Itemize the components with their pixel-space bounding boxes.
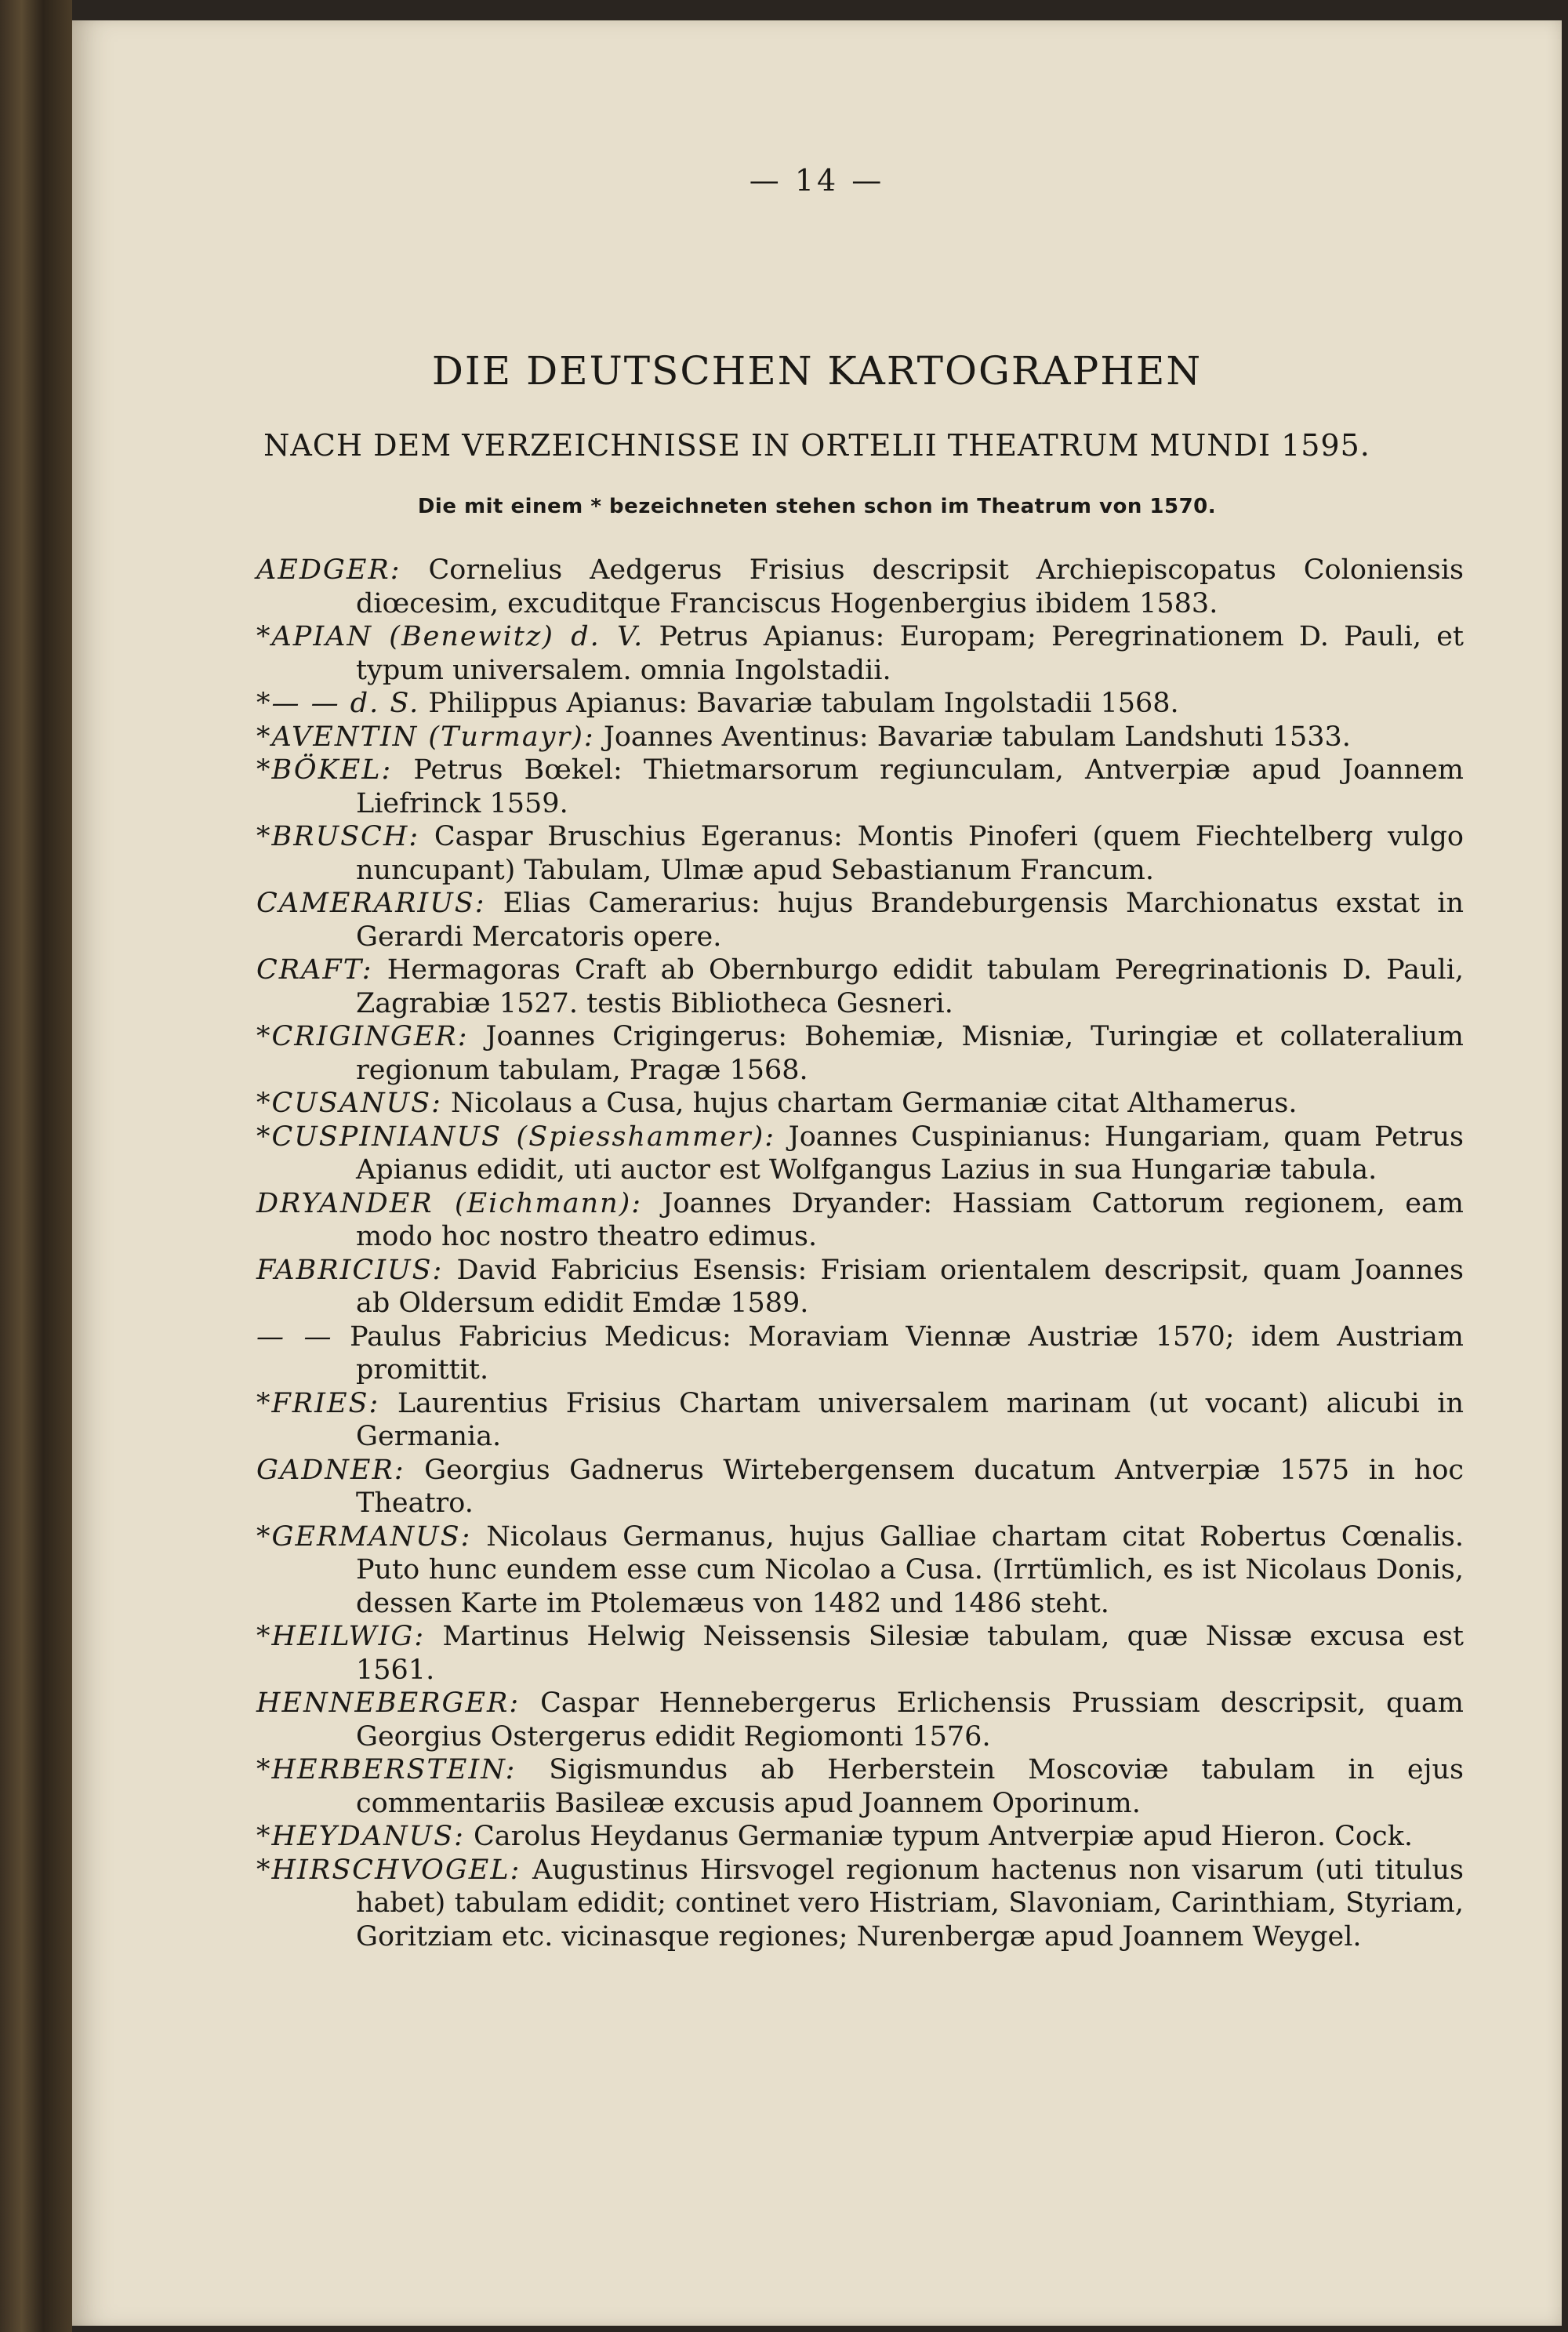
entry-text: Joannes Dryander: Hassiam Cattorum regionem, eam modo hoc nostro theatro edimus. xyxy=(356,1187,1464,1252)
list-item xyxy=(256,1687,1464,1753)
list-item xyxy=(256,620,1464,687)
list-item xyxy=(256,887,1464,954)
entry-head: *CRIGINGER: xyxy=(256,1021,469,1052)
list-item xyxy=(256,1854,1464,1954)
entry-head: *CUSANUS: xyxy=(256,1088,442,1119)
entry-text: Caspar Bruschius Egeranus: Montis Pinoferi (quem Fiechtelberg vulgo nuncupant) Tabulam, Ulmæ apud Sebastianum Francum. xyxy=(356,821,1464,886)
entry-head: *HERBERSTEIN: xyxy=(256,1754,517,1785)
entry-text: Joannes Cuspinianus: Hungariam, quam Petrus Apianus edidit, uti auctor est Wolfgangus Lazius in sua Hungariæ tabula. xyxy=(356,1121,1464,1186)
entry-list xyxy=(256,554,1464,1953)
list-item xyxy=(256,1020,1464,1087)
entry-text: Joannes Crigingerus: Bohemiæ, Misniæ, Turingiæ et collateralium regionum tabulam, Pragæ 1568. xyxy=(356,1021,1464,1086)
entry-text: Georgius Gadnerus Wirtebergensem ducatum Antverpiæ 1575 in hoc Theatro. xyxy=(356,1454,1464,1519)
list-item xyxy=(256,1320,1464,1387)
entry-text: David Fabricius Esensis: Frisiam orientalem descripsit, quam Joannes ab Oldersum edidit Emdæ 1589. xyxy=(356,1254,1464,1319)
entry-head: GADNER: xyxy=(256,1454,405,1486)
list-item xyxy=(256,1387,1464,1454)
entry-text: Joannes Aventinus: Bavariæ tabulam Landshuti 1533. xyxy=(594,721,1351,753)
list-item xyxy=(256,1187,1464,1254)
page-title: DIE DEUTSCHEN KARTOGRAPHEN xyxy=(431,348,1203,394)
list-item xyxy=(256,754,1464,820)
entry-head: *— — d. S. xyxy=(256,688,420,719)
list-item xyxy=(256,687,1464,721)
entry-text: Carolus Heydanus Germaniæ typum Antverpiæ apud Hieron. Cock. xyxy=(464,1821,1413,1852)
entry-head: CRAFT: xyxy=(256,954,373,986)
entry-text: Caspar Hennebergerus Erlichensis Prussiam descripsit, quam Georgius Ostergerus edidit Regiomonti 1576. xyxy=(356,1687,1464,1753)
entry-head: *BRUSCH: xyxy=(256,821,420,852)
entry-text: Paulus Fabricius Medicus: Moraviam Viennæ Austriæ 1570; idem Austriam promittit. xyxy=(332,1320,1464,1386)
page-number: — 14 — xyxy=(749,163,885,198)
entry-head: HENNEBERGER: xyxy=(256,1687,521,1719)
entry-text: Philippus Apianus: Bavariæ tabulam Ingolstadii 1568. xyxy=(419,688,1179,719)
entry-text: Petrus Bœkel: Thietmarsorum regiunculam, Antverpiæ apud Joannem Liefrinck 1559. xyxy=(356,754,1464,819)
book-binding xyxy=(0,0,72,2332)
entry-head: *AVENTIN (Turmayr): xyxy=(256,721,595,753)
entry-text: Nicolaus Germanus, hujus Galliae chartam citat Robertus Cœnalis. Puto hunc eundem esse cum Nicolao a Cusa. (Irrtümlich, es ist Nicolaus Donis, dessen Karte im Ptolemæus von 1482 und 1486 steht. xyxy=(356,1520,1464,1619)
entry-head: *FRIES: xyxy=(256,1387,380,1419)
entry-head: *GERMANUS: xyxy=(256,1520,472,1553)
entry-head: DRYANDER (Eichmann): xyxy=(256,1187,643,1219)
entry-head: *APIAN (Benewitz) d. V. xyxy=(256,621,644,652)
entry-head: AEDGER: xyxy=(256,554,401,586)
list-item xyxy=(256,954,1464,1020)
list-item xyxy=(256,1753,1464,1820)
book-page xyxy=(72,20,1562,2326)
list-item xyxy=(256,1520,1464,1621)
entry-text: Augustinus Hirsvogel regionum hactenus non visarum (uti titulus habet) tabulam edidit; continet vero Histriam, Slavoniam, Carinthiam, Styriam, Goritziam etc. vicinasque regiones; Nurenbergæ apud Joannem Weygel. xyxy=(356,1854,1464,1952)
entry-head: *HEYDANUS: xyxy=(256,1821,465,1852)
page-subtitle: NACH DEM VERZEICHNISSE IN ORTELII THEATRUM MUNDI 1595. xyxy=(263,428,1370,463)
list-item xyxy=(256,554,1464,620)
list-item xyxy=(256,721,1464,754)
entry-text: Nicolaus a Cusa, hujus chartam Germaniæ citat Althamerus. xyxy=(441,1088,1298,1119)
entry-text: Cornelius Aedgerus Frisius descripsit Archiepiscopatus Coloniensis diœcesim, excuditque Franciscus Hogenbergius ibidem 1583. xyxy=(356,554,1464,619)
page-note: Die mit einem * bezeichneten stehen schon im Theatrum von 1570. xyxy=(417,495,1217,518)
list-item xyxy=(256,1087,1464,1121)
entry-text: Hermagoras Craft ab Obernburgo edidit tabulam Peregrinationis D. Pauli, Zagrabiæ 1527. testis Bibliotheca Gesneri. xyxy=(356,954,1464,1019)
list-item xyxy=(256,1820,1464,1854)
entry-head: CAMERARIUS: xyxy=(256,888,486,919)
list-item xyxy=(256,820,1464,887)
entry-text: Petrus Apianus: Europam; Peregrinationem D. Pauli, et typum universalem. omnia Ingolstadii. xyxy=(356,621,1464,686)
entry-head: — — xyxy=(256,1320,333,1353)
entry-text: Sigismundus ab Herberstein Moscoviæ tabulam in ejus commentariis Basileæ excusis apud Joannem Oporinum. xyxy=(356,1754,1464,1819)
entry-head: *HEILWIG: xyxy=(256,1621,426,1652)
entry-text: Martinus Helwig Neissensis Silesiæ tabulam, quæ Nissæ excusa est 1561. xyxy=(356,1621,1464,1686)
entry-text: Elias Camerarius: hujus Brandeburgensis Marchionatus exstat in Gerardi Mercatoris opere. xyxy=(356,888,1464,953)
entry-head: FABRICIUS: xyxy=(256,1254,444,1286)
list-item xyxy=(256,1121,1464,1187)
list-item xyxy=(256,1620,1464,1687)
list-item xyxy=(256,1254,1464,1320)
entry-head: *BÖKEL: xyxy=(256,754,393,786)
list-item xyxy=(256,1454,1464,1520)
entry-head: *HIRSCHVOGEL: xyxy=(256,1854,521,1886)
entry-head: *CUSPINIANUS (Spiesshammer): xyxy=(256,1121,776,1153)
entry-text: Laurentius Frisius Chartam universalem marinam (ut vocant) alicubi in Germania. xyxy=(356,1387,1464,1452)
